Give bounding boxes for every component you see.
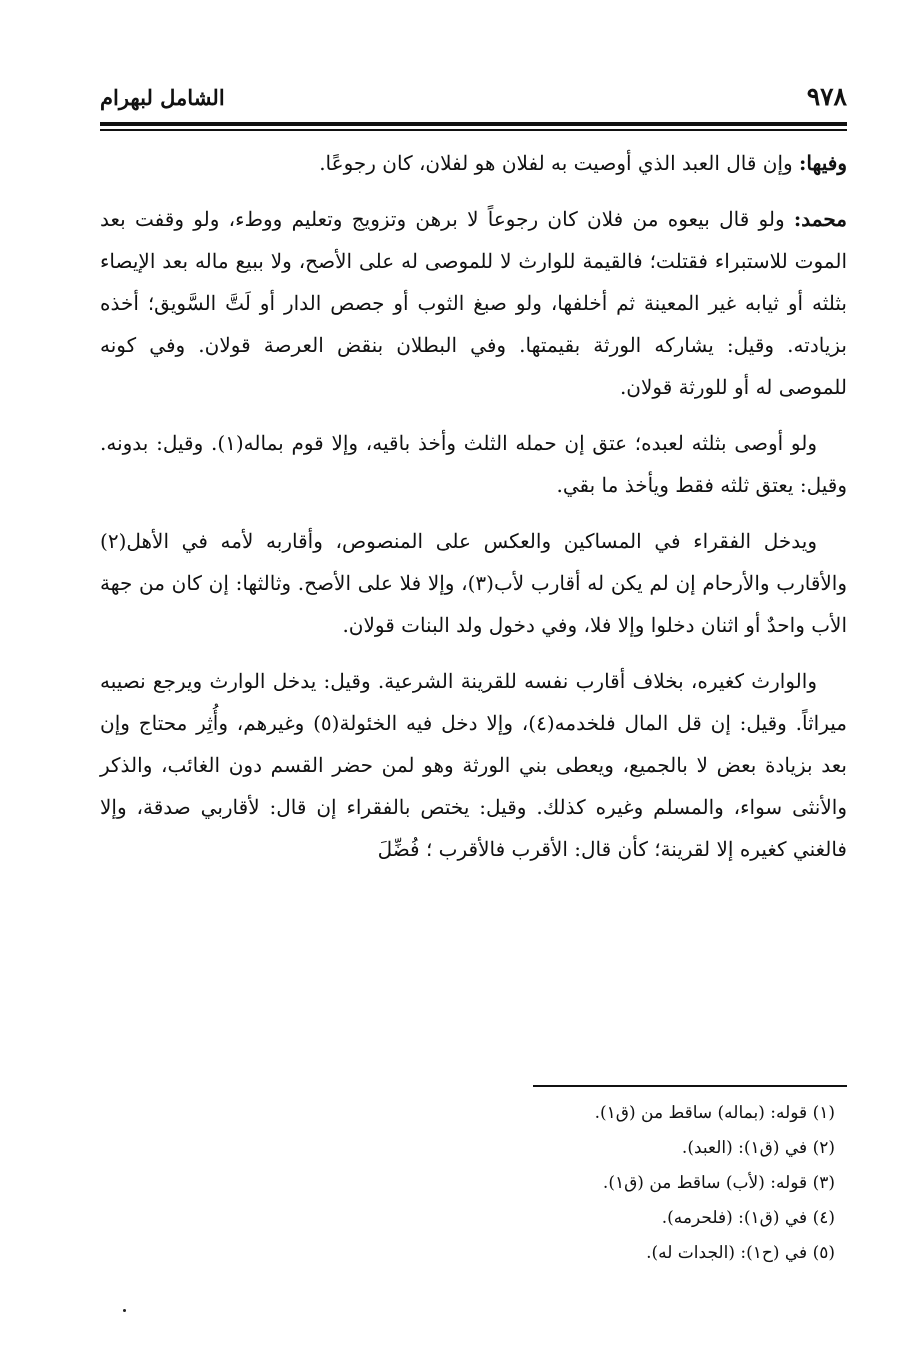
- paragraph-text: ولو قال بيعوه من فلان كان رجوعاً لا برهن وتزويج وتعليم ووطء، ولو وقفت بعد الموت للاستبراء فقتلت؛ فالقيمة للوارث لا للموصى له على الأصح، ولا ببيع ماله بعد الإيصاء بثلثه أو ثيابه غير المعينة ثم أخلفها، ولو صبغ الثوب أو جصص الدار أو لَتَّ السَّويق؛ أخذه بزيادته. وقيل: يشاركه الورثة بقيمتها. وفي البطلان بنقض العرصة قولان. وفي كونه للموصى له أو للورثة قولان.: [100, 207, 847, 399]
- footnote: (٣) قوله: (لأب) ساقط من (ق١).: [602, 1173, 835, 1193]
- paragraph: [100, 198, 847, 408]
- paragraph: [100, 520, 847, 646]
- footnote: (١) قوله: (بماله) ساقط من (ق١).: [594, 1103, 835, 1123]
- page-number: ٩٧٨: [806, 82, 847, 111]
- main-text: [100, 142, 847, 884]
- footnotes: [100, 1096, 835, 1271]
- page-header: [100, 82, 847, 118]
- paragraph-lead: محمد:: [793, 207, 847, 231]
- paragraph-text: ولو أوصى بثلثه لعبده؛ عتق إن حمله الثلث وأخذ باقيه، وإلا قوم بماله(١). وقيل: بدونه. وقيل: يعتق ثلثه فقط ويأخذ ما بقي.: [100, 431, 847, 497]
- page-speck: [123, 1309, 126, 1312]
- paragraph-lead: وفيها:: [799, 151, 847, 175]
- paragraph-text: والوارث كغيره، بخلاف أقارب نفسه للقرينة الشرعية. وقيل: يدخل الوارث ويرجع نصيبه ميراثاً. وقيل: إن قل المال فلخدمه(٤)، وإلا دخل فيه الخئولة(٥) وغيرهم، وأُثِر محتاج وإن بعد بزيادة بعض لا بالجميع، ويعطى بني الورثة وهو لمن حضر القسم دون الغائب، والذكر والأنثى سواء، والمسلم وغيره كذلك. وقيل: يختص بالفقراء إن قال: لأقاربي صدقة، وإلا فالغني كغيره إلا لقرينة؛ كأن قال: الأقرب فالأقرب ؛ فُضِّلَ: [100, 669, 847, 861]
- paragraph: [100, 660, 847, 870]
- header-rule-thin: [100, 129, 847, 131]
- header-rule-thick: [100, 122, 847, 126]
- paragraph: [100, 142, 847, 184]
- footnote: (٤) في (ق١): (فلحرمه).: [661, 1208, 835, 1228]
- paragraph-text: وإن قال العبد الذي أوصيت به لفلان هو لفلان، كان رجوعًا.: [319, 151, 800, 175]
- running-title: الشامل لبهرام: [100, 85, 225, 110]
- footnote: (٥) في (ح١): (الجدات له).: [646, 1243, 835, 1263]
- footnote: (٢) في (ق١): (العبد).: [681, 1138, 835, 1158]
- footnote-separator: [533, 1085, 847, 1087]
- paragraph-text: ويدخل الفقراء في المساكين والعكس على المنصوص، وأقاربه لأمه في الأهل(٢) والأقارب والأرحام إن لم يكن له أقارب لأب(٣)، وإلا فلا على الأصح. وثالثها: إن كان من جهة الأب واحدٌ أو اثنان دخلوا وإلا فلا، وفي دخول ولد البنات قولان.: [100, 529, 847, 637]
- paragraph: [100, 422, 847, 506]
